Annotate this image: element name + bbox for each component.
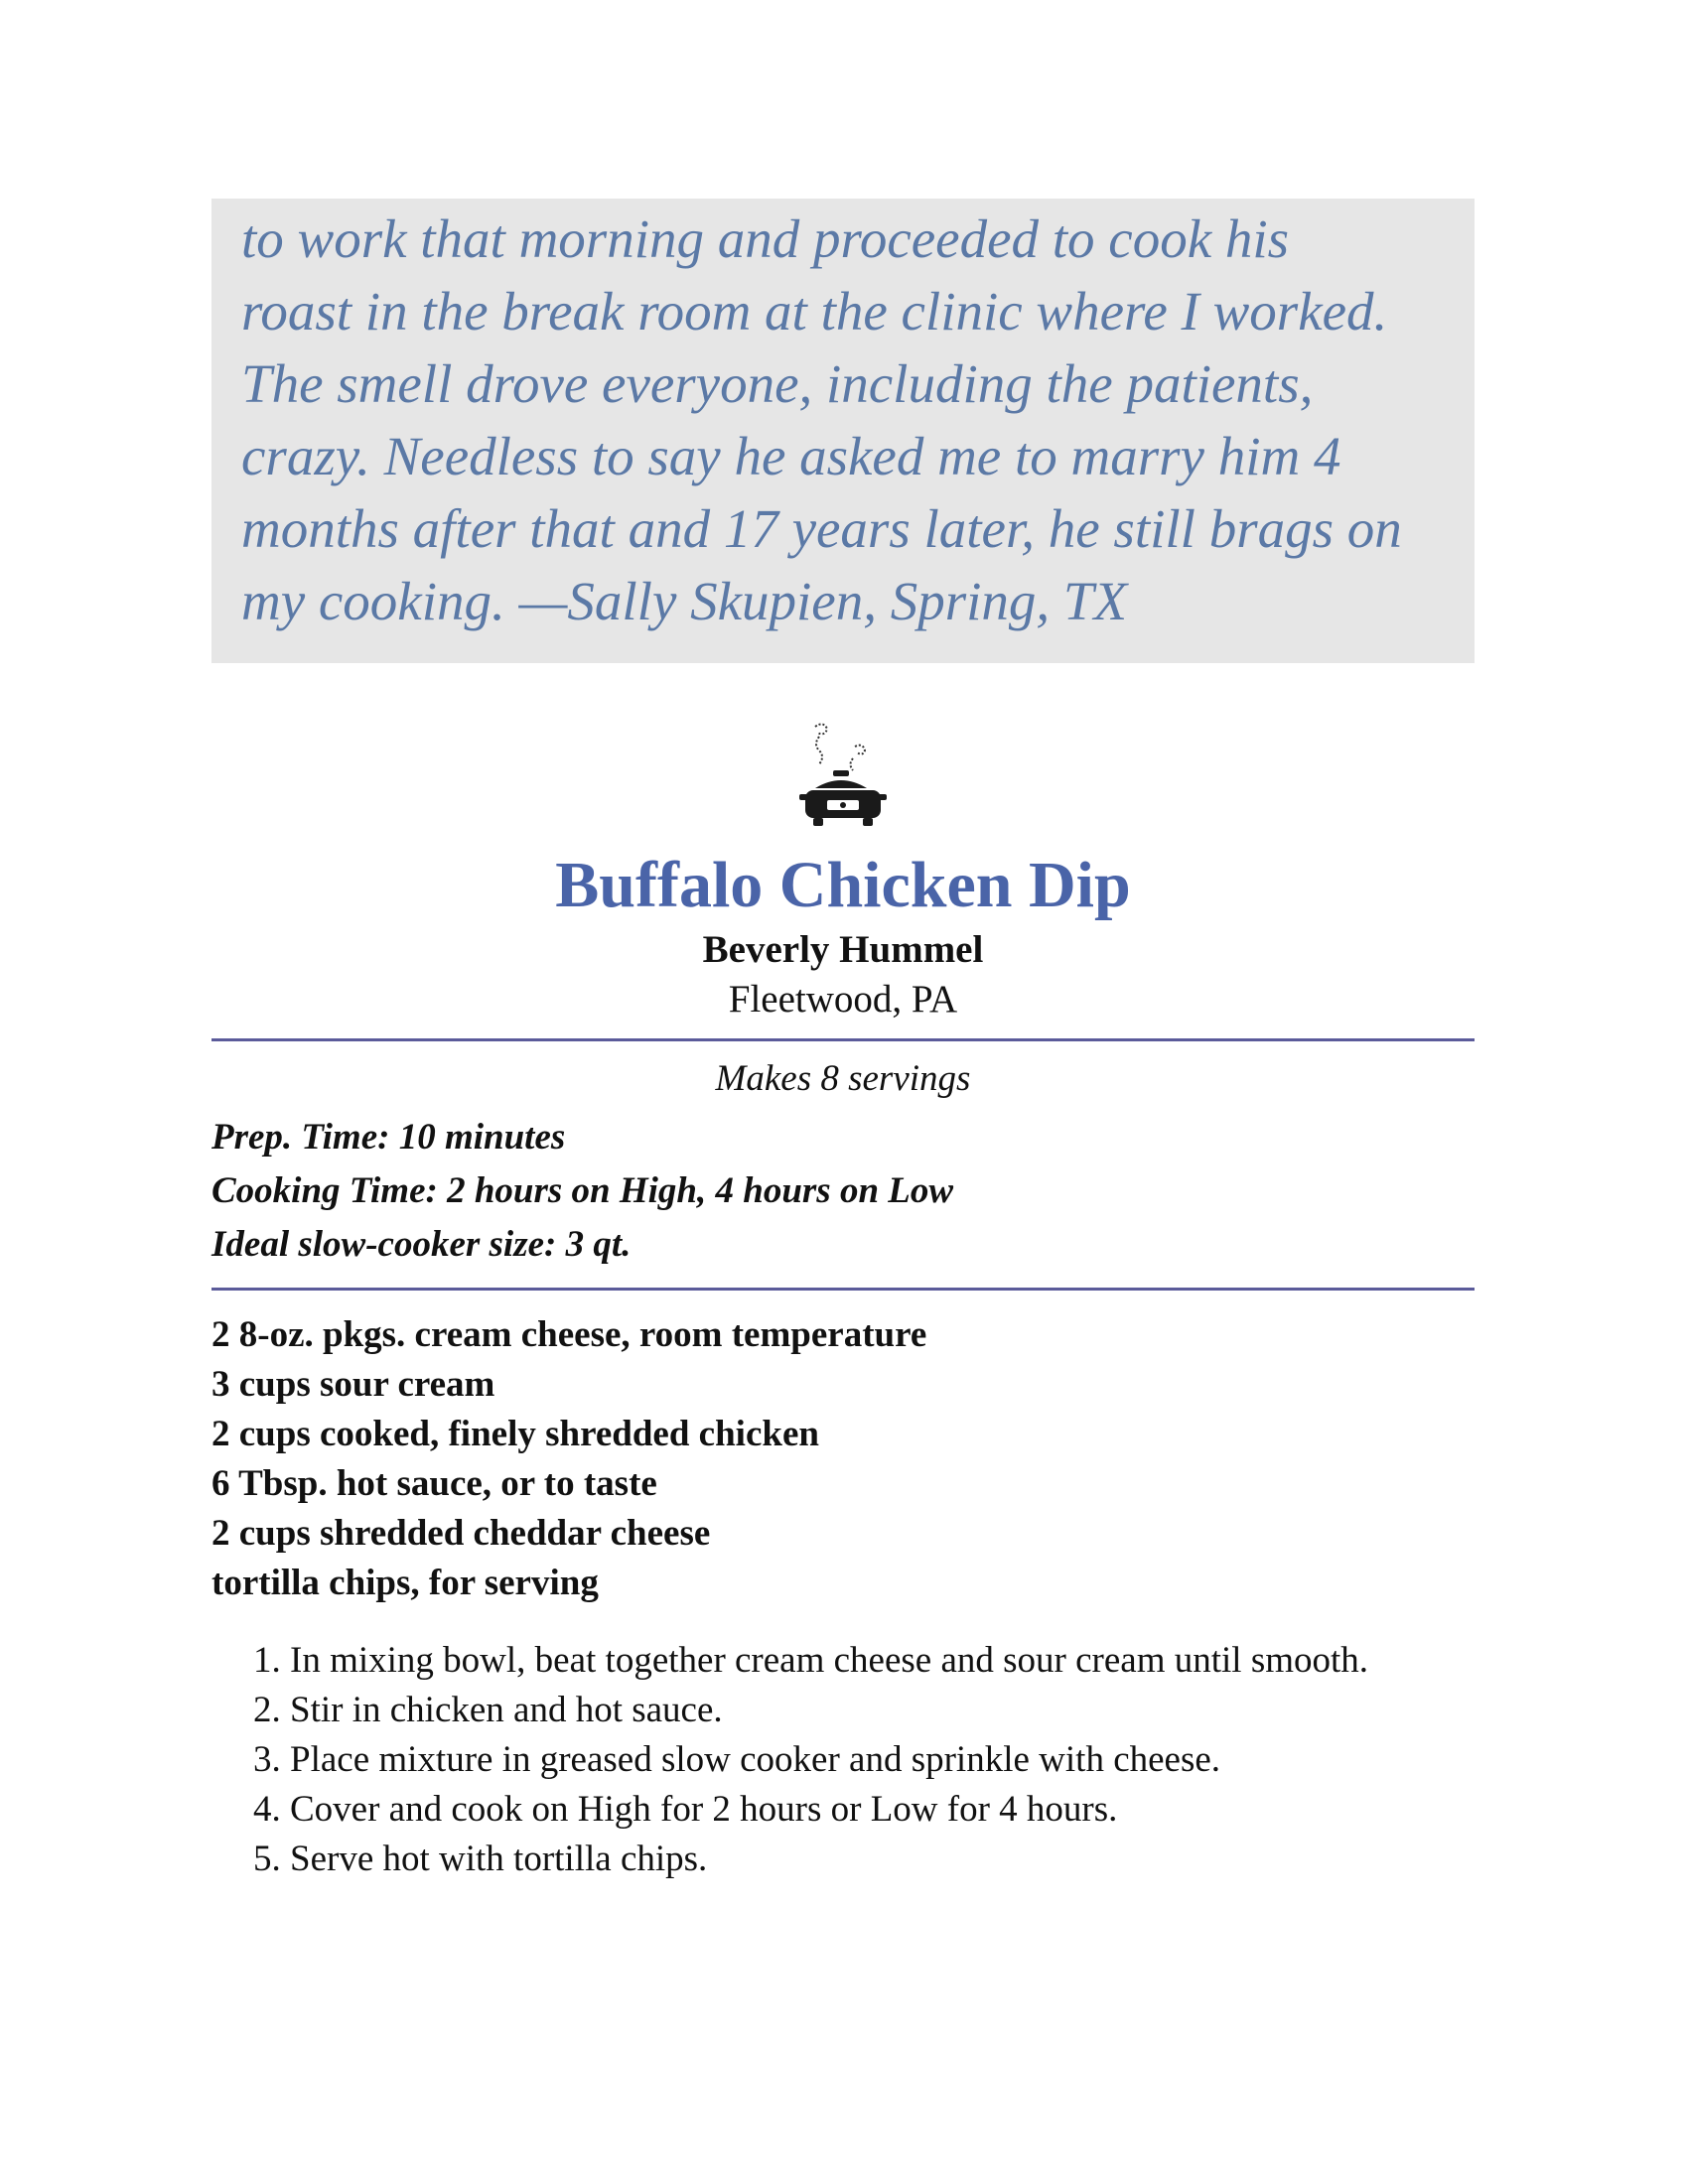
icon-area <box>211 717 1475 846</box>
story-line: crazy. Needless to say he asked me to marry him 4 <box>241 426 1341 486</box>
slow-cooker-icon <box>797 717 889 834</box>
ingredient-item: 2 8-oz. pkgs. cream cheese, room temperature <box>211 1314 927 1355</box>
ingredient-list <box>211 1310 1475 1608</box>
prep-time: Prep. Time: 10 minutes <box>211 1117 566 1158</box>
cooking-time: Cooking Time: 2 hours on High, 4 hours on Low <box>211 1170 954 1211</box>
story-line: months after that and 17 years later, he still brags on <box>241 498 1402 559</box>
recipe-page <box>211 199 1475 1884</box>
story-line: The smell drove everyone, including the patients, <box>241 353 1314 414</box>
recipe-author: Beverly Hummel <box>702 928 984 971</box>
recipe-location: Fleetwood, PA <box>728 978 958 1021</box>
divider <box>211 1288 1475 1291</box>
step-item: 5. Serve hot with tortilla chips. <box>253 1839 708 1879</box>
story-box <box>211 199 1475 663</box>
ingredient-item: tortilla chips, for serving <box>211 1563 599 1603</box>
ingredient-item: 2 cups shredded cheddar cheese <box>211 1513 711 1554</box>
step-item: 3. Place mixture in greased slow cooker and sprinkle with cheese. <box>253 1739 1221 1780</box>
servings: Makes 8 servings <box>715 1058 971 1099</box>
ingredient-item: 2 cups cooked, finely shredded chicken <box>211 1414 819 1454</box>
step-item: 4. Cover and cook on High for 2 hours or Low for 4 hours. <box>253 1789 1118 1830</box>
cooker-size: Ideal slow-cooker size: 3 qt. <box>211 1224 632 1265</box>
step-item: 2. Stir in chicken and hot sauce. <box>253 1690 723 1730</box>
step-list <box>211 1636 1475 1884</box>
story-line: my cooking. —Sally Skupien, Spring, TX <box>241 571 1128 631</box>
step-item: 1. In mixing bowl, beat together cream cheese and sour cream until smooth. <box>253 1640 1369 1681</box>
recipe-title: Buffalo Chicken Dip <box>555 849 1131 921</box>
story-line: to work that morning and proceeded to cook his <box>241 208 1290 269</box>
story-line: roast in the break room at the clinic where I worked. <box>241 281 1388 341</box>
recipe-meta <box>211 1111 1475 1272</box>
ingredient-item: 6 Tbsp. hot sauce, or to taste <box>211 1463 657 1504</box>
ingredient-item: 3 cups sour cream <box>211 1364 495 1405</box>
divider <box>211 1038 1475 1041</box>
